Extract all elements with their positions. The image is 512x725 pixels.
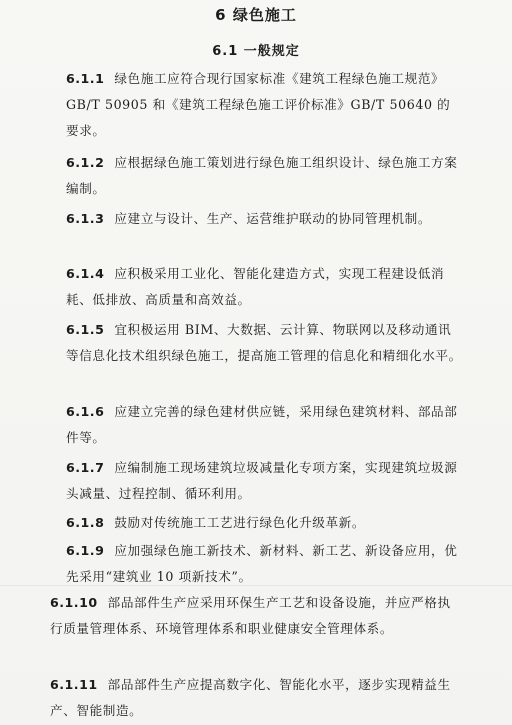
page-fold-shadow [0, 585, 512, 586]
clause-text: 应建立与设计、生产、运营维护联动的协同管理机制。 [114, 211, 432, 226]
clause-text: 部品部件生产应提高数字化、智能化水平，逐步实现精益生产、智能制造。 [50, 677, 451, 718]
clause-number: 6.1.9 [66, 543, 105, 558]
clause-6-1-7 [66, 455, 462, 507]
clause-6-1-11 [50, 672, 454, 724]
chapter-title: 6 绿色施工 [215, 6, 297, 24]
clause-text: 应建立完善的绿色建材供应链，采用绿色建筑材料、部品部件等。 [66, 404, 458, 445]
clause-text: 应加强绿色施工新技术、新材料、新工艺、新设备应用，优先采用“建筑业 10 项新技术”。 [66, 543, 458, 584]
clause-text: 应积极采用工业化、智能化建造方式，实现工程建设低消耗、低排放、高质量和高效益。 [66, 266, 445, 307]
section-title: 6.1 一般规定 [212, 44, 300, 59]
clause-text: 部品部件生产应采用环保生产工艺和设备设施，并应严格执行质量管理体系、环境管理体系和职业健康安全管理体系。 [50, 595, 451, 636]
clause-number: 6.1.8 [66, 515, 105, 530]
clause-6-1-2 [66, 150, 462, 202]
clause-number: 6.1.4 [66, 266, 105, 281]
clause-6-1-5 [66, 317, 462, 369]
clause-number: 6.1.3 [66, 211, 105, 226]
clause-number: 6.1.11 [50, 677, 98, 692]
clause-6-1-4 [66, 261, 462, 313]
clause-6-1-10 [50, 590, 454, 642]
clause-number: 6.1.6 [66, 404, 105, 419]
clause-6-1-1 [66, 66, 462, 144]
clause-text: 宜积极运用 BIM、大数据、云计算、物联网以及移动通讯等信息化技术组织绿色施工，提高施工管理的信息化和精细化水平。 [66, 322, 462, 363]
clause-number: 6.1.1 [66, 71, 105, 86]
clause-6-1-8 [66, 510, 462, 536]
clause-number: 6.1.10 [50, 595, 98, 610]
clause-number: 6.1.2 [66, 155, 105, 170]
clause-text: 应根据绿色施工策划进行绿色施工组织设计、绿色施工方案编制。 [66, 155, 458, 196]
clause-text: 绿色施工应符合现行国家标准《建筑工程绿色施工规范》GB/T 50905 和《建筑工程绿色施工评价标准》GB/T 50640 的要求。 [66, 71, 451, 138]
clause-6-1-3 [66, 206, 462, 232]
clause-text: 应编制施工现场建筑垃圾减量化专项方案，实现建筑垃圾源头减量、过程控制、循环利用。 [66, 460, 458, 501]
clause-text: 鼓励对传统施工工艺进行绿色化升级革新。 [114, 515, 366, 530]
clause-6-1-9 [66, 538, 462, 590]
clause-number: 6.1.5 [66, 322, 105, 337]
clause-6-1-6 [66, 399, 462, 451]
clause-number: 6.1.7 [66, 460, 105, 475]
